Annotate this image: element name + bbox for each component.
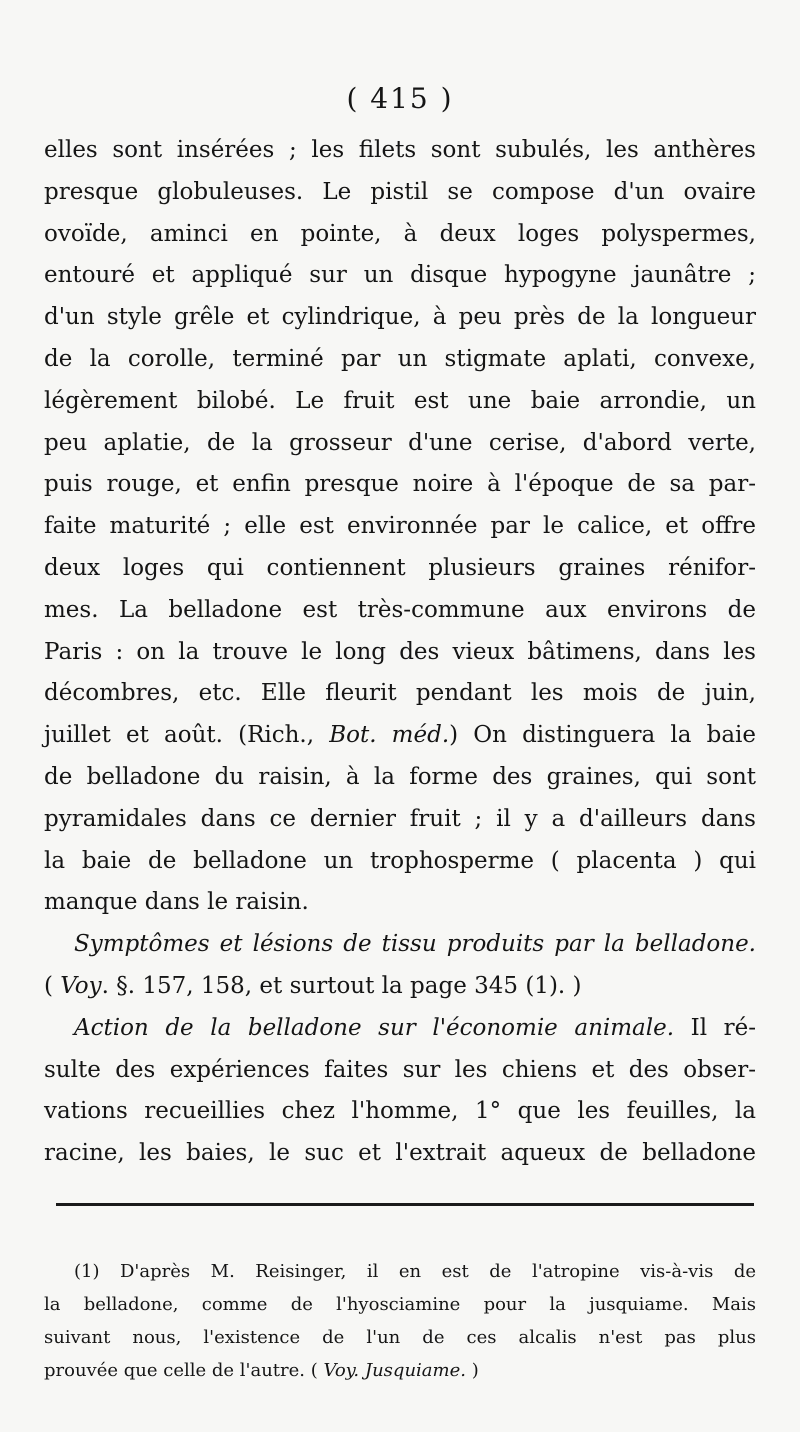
text-fragment: juillet et août. (Rich.,	[44, 722, 330, 749]
section-heading: Symptômes et lésions de tissu produits par la belladone.	[74, 931, 756, 958]
text-line: manque dans le raisin.	[44, 889, 309, 916]
text-line: peu aplatie, de la grosseur d'une cerise, d'abord verte,	[44, 429, 756, 456]
text-fragment: Il ré-	[674, 1014, 756, 1041]
text-line: d'un style grêle et cylindrique, à peu près de la longueur	[44, 304, 756, 331]
text-line: légèrement bilobé. Le fruit est une baie arrondie, un	[44, 387, 756, 414]
footnote-line	[44, 1354, 756, 1387]
text-fragment: prouvée que celle de l'autre. (	[44, 1360, 324, 1381]
section-heading: Action de la belladone sur l'économie animale.	[74, 1014, 675, 1041]
citation-italic: Bot. méd.	[329, 722, 450, 749]
text-fragment: ) On distinguera la baie	[449, 722, 757, 749]
text-line	[44, 966, 756, 1008]
text-line: deux loges qui contiennent plusieurs graines rénifor-	[44, 554, 756, 581]
text-line: racine, les baies, le suc et l'extrait aqueux de belladone	[44, 1140, 756, 1167]
text-line: décombres, etc. Elle fleurit pendant les mois de juin,	[44, 680, 756, 707]
text-line	[44, 1008, 756, 1050]
text-line: de belladone du raisin, à la forme des graines, qui sont	[44, 763, 756, 790]
text-line: faite maturité ; elle est environnée par le calice, et offre	[44, 513, 756, 540]
footnote-line: la belladone, comme de l'hyosciamine pour la jusquiame. Mais	[44, 1294, 756, 1315]
footnote-line: (1) D'après M. Reisinger, il en est de l'atropine vis-à-vis de	[74, 1261, 756, 1282]
footnote	[44, 1255, 756, 1387]
text-line: elles sont insérées ; les filets sont subulés, les anthères	[44, 137, 756, 163]
text-fragment: (	[44, 972, 61, 999]
footnote-line: suivant nous, l'existence de l'un de ces alcalis n'est pas plus	[44, 1327, 756, 1348]
citation-italic: Voy	[60, 972, 102, 999]
page-number: ( 415 )	[346, 82, 454, 115]
text-line: mes. La belladone est très-commune aux environs de	[44, 596, 756, 623]
text-line: vations recueillies chez l'homme, 1° que les feuilles, la	[44, 1098, 756, 1125]
text-line: pyramidales dans ce dernier fruit ; il y a d'ailleurs dans	[44, 805, 756, 832]
citation-italic: Voy. Jusquiame.	[323, 1360, 466, 1381]
main-text	[44, 130, 756, 1175]
text-line: puis rouge, et enfin presque noire à l'époque de sa par-	[44, 471, 756, 498]
text-line: entouré et appliqué sur un disque hypogyne jaunâtre ;	[44, 262, 756, 289]
text-line: presque globuleuses. Le pistil se compose d'un ovaire	[44, 178, 756, 205]
text-line: sulte des expériences faites sur les chiens et des obser-	[44, 1056, 756, 1083]
footnote-divider	[56, 1203, 754, 1206]
text-line: de la corolle, terminé par un stigmate aplati, convexe,	[44, 345, 756, 372]
text-fragment: )	[465, 1360, 479, 1381]
text-line: la baie de belladone un trophosperme ( placenta ) qui	[44, 847, 756, 874]
text-line: ovoïde, aminci en pointe, à deux loges polyspermes,	[44, 220, 756, 247]
text-line: Paris : on la trouve le long des vieux bâtimens, dans les	[44, 638, 756, 665]
text-line	[44, 715, 756, 757]
text-fragment: . §. 157, 158, et surtout la page 345 (1). )	[101, 972, 582, 999]
